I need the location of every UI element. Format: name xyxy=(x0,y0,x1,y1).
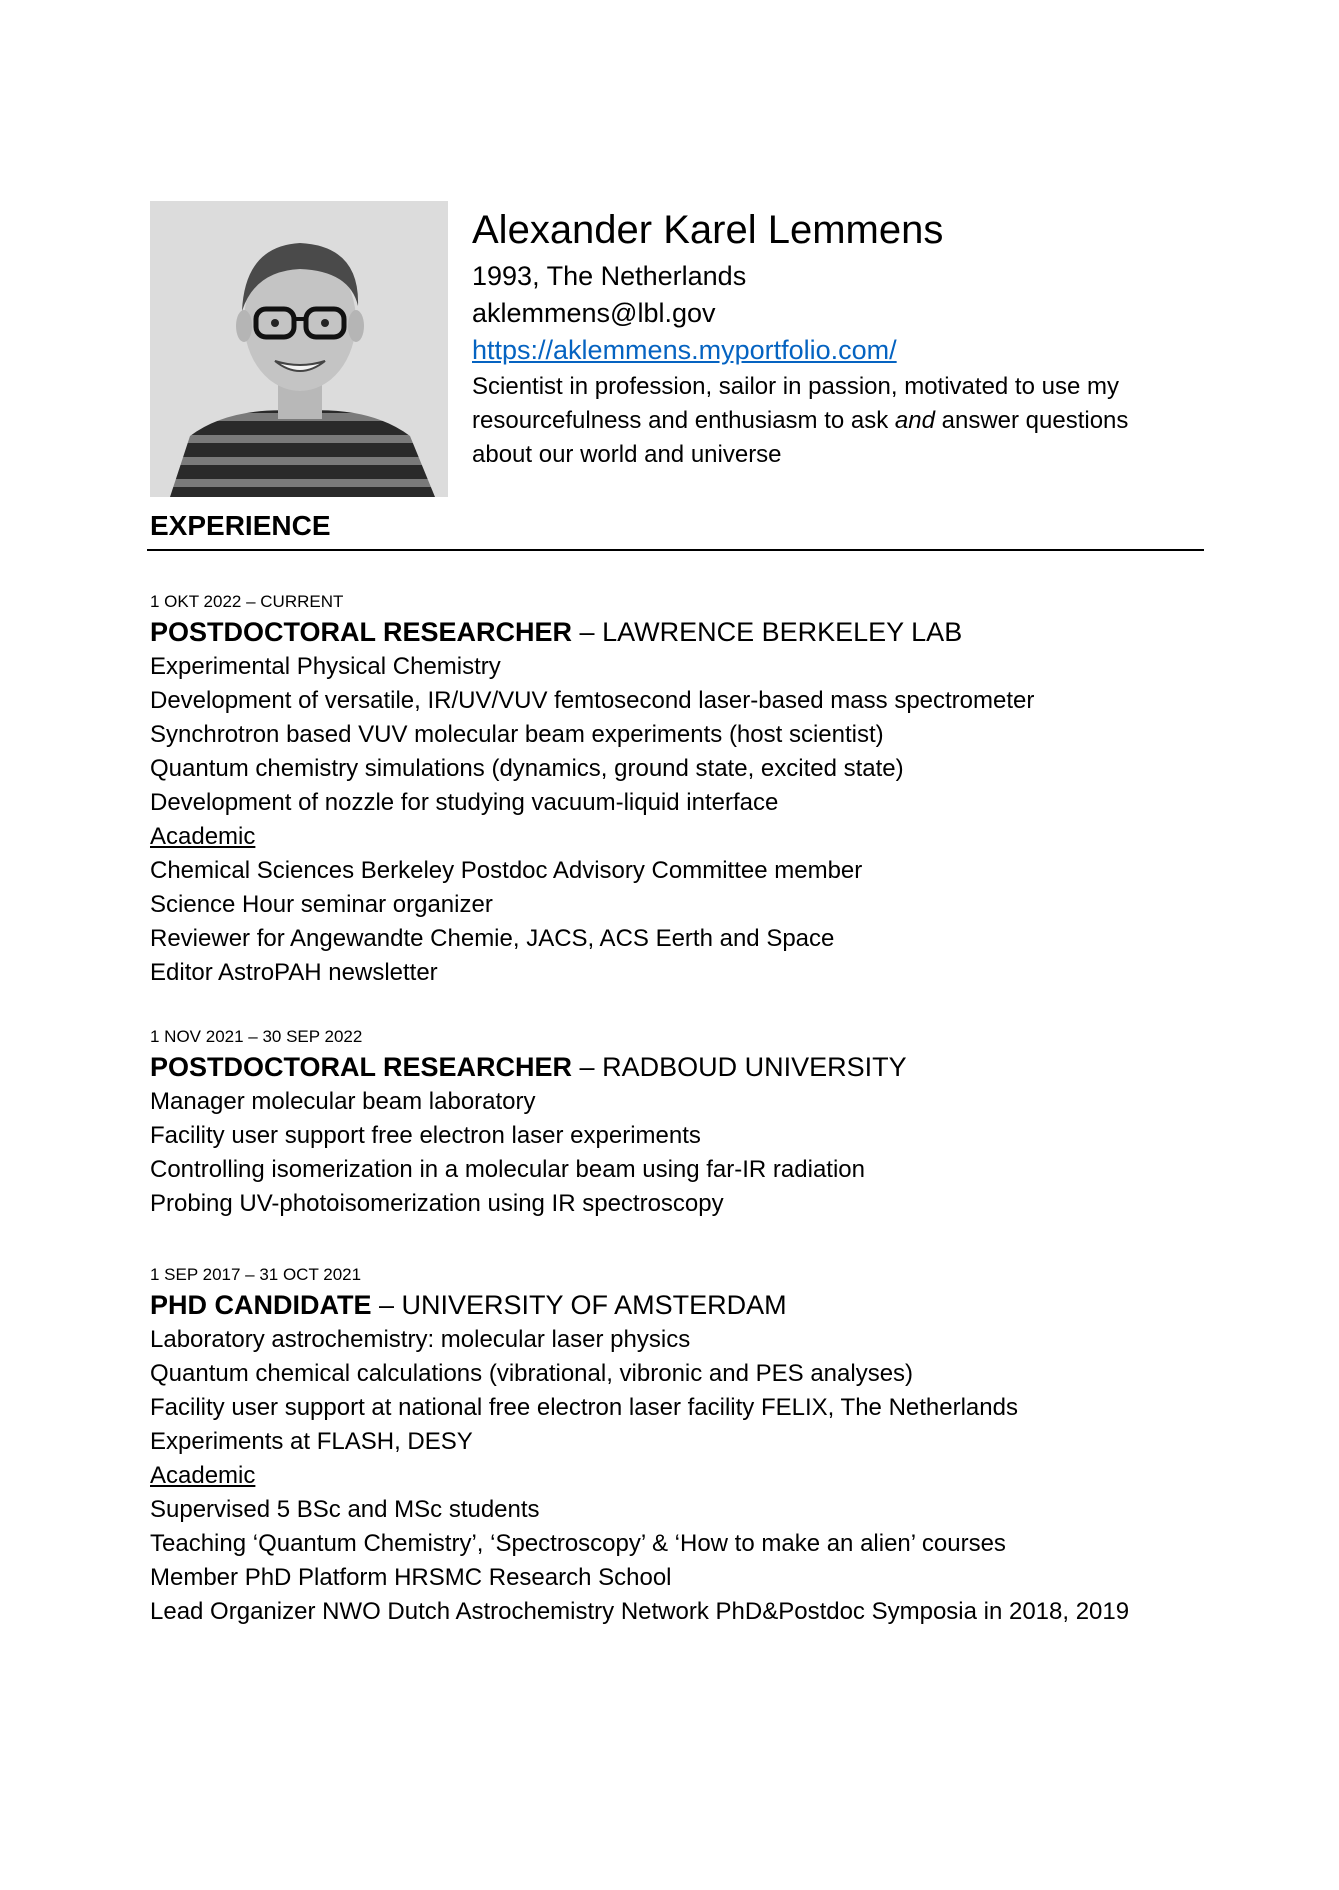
job-title xyxy=(150,614,1240,650)
job-academic-detail: Science Hour seminar organizer xyxy=(150,891,493,918)
job-academic-detail: Reviewer for Angewandte Chemie, JACS, ACS Eerth and Space xyxy=(150,925,835,952)
job-role: PHD CANDIDATE xyxy=(150,1290,372,1320)
tagline-line-3: about our world and universe xyxy=(472,441,782,468)
job-subheading-academic: Academic xyxy=(150,1462,256,1489)
job-academic-detail: Chemical Sciences Berkeley Postdoc Advisory Committee member xyxy=(150,857,863,884)
full-name: Alexander Karel Lemmens xyxy=(472,208,944,252)
job-detail: Controlling isomerization in a molecular beam using far-IR radiation xyxy=(150,1156,865,1183)
job-detail: Synchrotron based VUV molecular beam experiments (host scientist) xyxy=(150,721,884,748)
tagline-line-2c: answer questions xyxy=(934,407,1129,434)
job-detail: Probing UV-photoisomerization using IR spectroscopy xyxy=(150,1190,724,1217)
tagline-line-1: Scientist in profession, sailor in passion, motivated to use my xyxy=(472,373,1119,400)
job-title xyxy=(150,1287,1240,1323)
job-detail: Facility user support at national free electron laser facility FELIX, The Netherlands xyxy=(150,1394,1018,1421)
job-entry-radboud xyxy=(150,1025,1240,1221)
job-title xyxy=(150,1049,1240,1085)
job-detail: Laboratory astrochemistry: molecular laser physics xyxy=(150,1326,691,1353)
job-role: POSTDOCTORAL RESEARCHER xyxy=(150,617,573,647)
tagline-line-2a: resourcefulness and enthusiasm to ask xyxy=(472,407,895,434)
job-academic-detail: Lead Organizer NWO Dutch Astrochemistry Network PhD&Postdoc Symposia in 2018, 2019 xyxy=(150,1598,1130,1625)
job-detail: Experiments at FLASH, DESY xyxy=(150,1428,473,1455)
job-detail: Manager molecular beam laboratory xyxy=(150,1088,536,1115)
job-organization: – RADBOUD UNIVERSITY xyxy=(572,1052,907,1082)
portfolio-link[interactable]: https://aklemmens.myportfolio.com/ xyxy=(472,335,897,365)
job-academic-detail: Teaching ‘Quantum Chemistry’, ‘Spectroscopy’ & ‘How to make an alien’ courses xyxy=(150,1530,1006,1557)
job-entry-lbl xyxy=(150,590,1240,990)
job-detail: Quantum chemical calculations (vibrational, vibronic and PES analyses) xyxy=(150,1360,914,1387)
job-academic-detail: Editor AstroPAH newsletter xyxy=(150,959,438,986)
job-academic-detail: Member PhD Platform HRSMC Research School xyxy=(150,1564,672,1591)
job-detail: Development of versatile, IR/UV/VUV femtosecond laser-based mass spectrometer xyxy=(150,687,1035,714)
job-detail: Quantum chemistry simulations (dynamics, ground state, excited state) xyxy=(150,755,904,782)
job-detail: Facility user support free electron laser experiments xyxy=(150,1122,701,1149)
birth-info: 1993, The Netherlands xyxy=(472,261,747,291)
job-role: POSTDOCTORAL RESEARCHER xyxy=(150,1052,573,1082)
job-entry-uva xyxy=(150,1263,1240,1629)
email: aklemmens@lbl.gov xyxy=(472,298,716,328)
job-date: 1 OKT 2022 – CURRENT xyxy=(150,592,344,611)
job-organization: – LAWRENCE BERKELEY LAB xyxy=(572,617,963,647)
tagline-line-2-emphasis: and xyxy=(894,407,935,434)
section-divider xyxy=(147,549,1204,551)
tagline xyxy=(472,370,1232,472)
job-subheading-academic: Academic xyxy=(150,823,256,850)
job-date: 1 NOV 2021 – 30 SEP 2022 xyxy=(150,1027,363,1046)
personal-info xyxy=(472,206,1232,472)
section-title-experience: EXPERIENCE xyxy=(150,510,331,541)
job-date: 1 SEP 2017 – 31 OCT 2021 xyxy=(150,1265,362,1284)
job-detail: Development of nozzle for studying vacuum-liquid interface xyxy=(150,789,779,816)
job-detail: Experimental Physical Chemistry xyxy=(150,653,501,680)
job-organization: – UNIVERSITY OF AMSTERDAM xyxy=(371,1290,787,1320)
job-academic-detail: Supervised 5 BSc and MSc students xyxy=(150,1496,540,1523)
profile-photo xyxy=(150,201,448,497)
